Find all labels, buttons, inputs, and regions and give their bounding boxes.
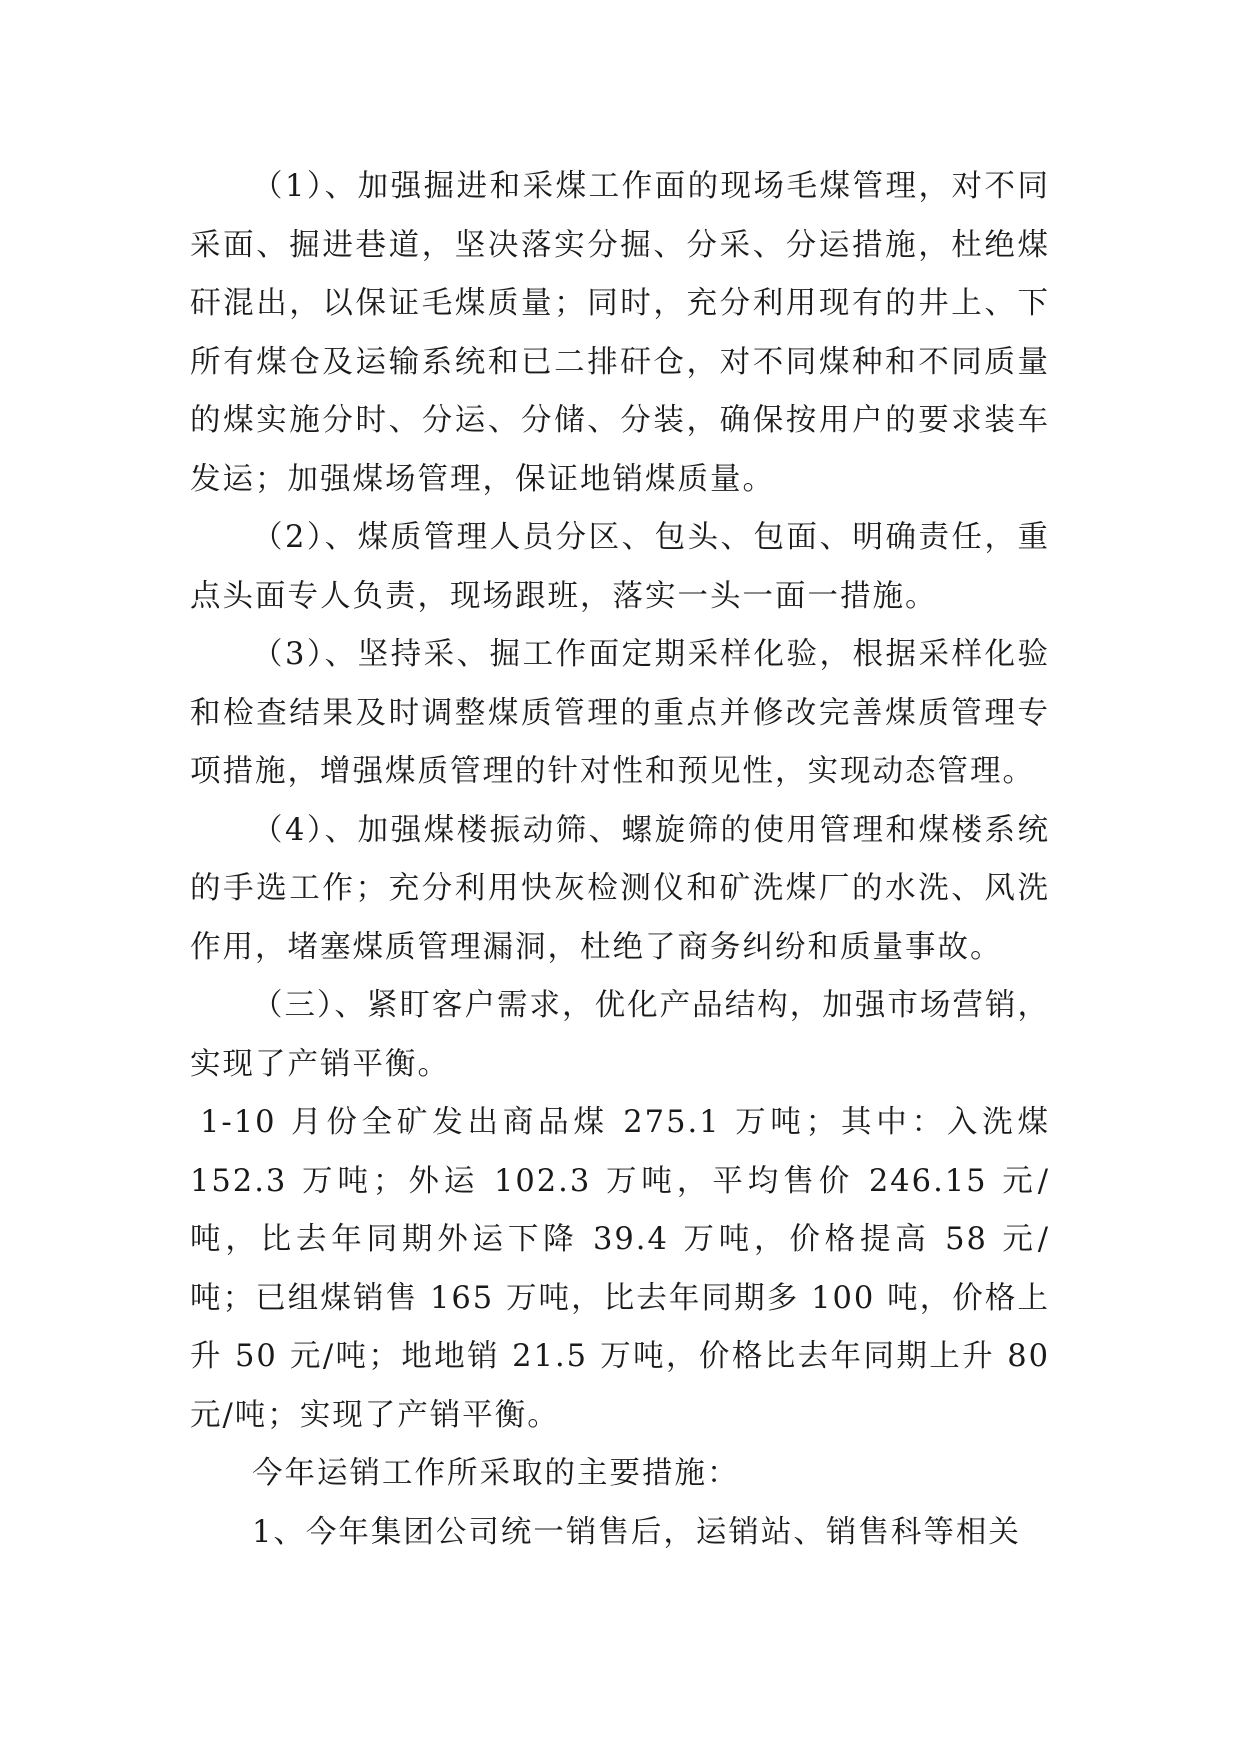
- paragraph-8: 1、今年集团公司统一销售后，运销站、销售科等相关: [252, 1514, 1021, 1550]
- paragraph-4: （4）、加强煤楼振动筛、螺旋筛的使用管理和煤楼系统的手选工作；充分利用快灰检测仪和矿洗煤厂的水洗、风洗作用，堵塞煤质管理漏洞，杜绝了商务纠纷和质量事故。: [190, 812, 1050, 965]
- paragraph-7: 今年运销工作所采取的主要措施：: [252, 1456, 740, 1491]
- paragraph-5: （三）、紧盯客户需求，优化产品结构，加强市场营销，实现了产销平衡。: [190, 988, 1050, 1082]
- document-body: [190, 158, 1050, 1562]
- paragraph-2: （2）、煤质管理人员分区、包头、包面、明确责任，重点头面专人负责，现场跟班，落实一头一面一措施。: [190, 520, 1050, 614]
- paragraph-6: 1-10 月份全矿发出商品煤 275.1 万吨；其中：入洗煤 152.3 万吨；外运 102.3 万吨，平均售价 246.15 元/吨，比去年同期外运下降 39.4 万吨，价格提高 58 元/吨；已组煤销售 165 万吨，比去年同期多 100 吨，价格上升 50 元/吨；地地销 21.5 万吨，价格比去年同期上升 80 元/吨；实现了产销平衡。: [190, 1105, 1050, 1433]
- paragraph-1: （1）、加强掘进和采煤工作面的现场毛煤管理，对不同采面、掘进巷道，坚决落实分掘、分采、分运措施，杜绝煤矸混出，以保证毛煤质量；同时，充分利用现有的井上、下所有煤仓及运输系统和已二排矸仓，对不同煤种和不同质量的煤实施分时、分运、分储、分装，确保按用户的要求装车发运；加强煤场管理，保证地销煤质量。: [190, 169, 1050, 497]
- paragraph-3: （3）、坚持采、掘工作面定期采样化验，根据采样化验和检查结果及时调整煤质管理的重点并修改完善煤质管理专项措施，增强煤质管理的针对性和预见性，实现动态管理。: [190, 637, 1050, 789]
